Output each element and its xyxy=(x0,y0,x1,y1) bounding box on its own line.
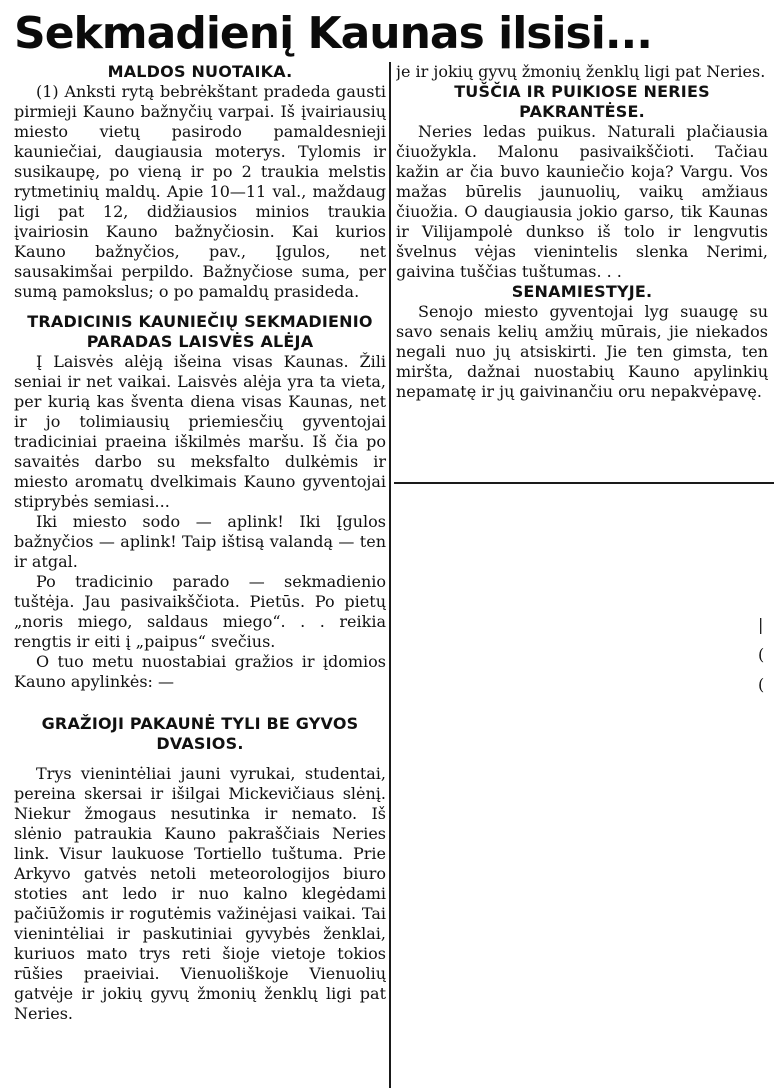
right-column xyxy=(396,62,768,492)
paragraph-neries: Neries ledas puikus. Naturali plačiausia čiuožykla. Malonu pasivaikščioti. Tačiau kažin ar čia buvo kauniečio koja? Vargu. Vos mažas būrelis jaunuolių, vaikų amžiaus čiuožia. O daugiausia jokio garso, tik Kaunas ir Vilijampolė dunkso iš tolo ir lengvutis švelnus vėjas vienintelis slenka Nerimi, gaivina tuščias tuštumas. . . xyxy=(396,122,768,281)
left-column xyxy=(14,62,386,1088)
section-title-maldos: MALDOS NUOTAIKA. xyxy=(107,62,293,81)
column-divider xyxy=(389,62,391,1088)
paragraph-maldos: (1) Anksti rytą bebrėkštant pradeda gausti pirmieji Kauno bažnyčių varpai. Iš įvairiausių miesto vietų pasirodo pamaldesnieji kauniečiai, daugiausia moterys. Tylomis ir susikaupę, po vieną ir po 2 traukia melstis rytmetinių maldų. Apie 10—11 val., maždaug ligi pat 12, didžiausios minios traukia įvairiosin Kauno bažnyčiosin. Kai kurios Kauno bažnyčios, pav., Įgulos, net sausakimšai perpildo. Bažnyčiose suma, per sumą pamokslus; o po pamaldų prasideda. xyxy=(14,82,386,301)
headline: Sekmadienį Kaunas ilsisi... xyxy=(14,8,652,59)
section-title-senamiestyje: SENAMIESTYJE. xyxy=(511,282,653,301)
paragraph-pakaune: Trys vienintėliai jauni vyrukai, studentai, pereina skersai ir išilgai Mickevičiaus slėnį. Niekur žmogaus nesutinka ir nemato. Iš slėnio patraukia Kauno pakraščiais Neries link. Visur laukuose Tortiello tuštuma. Prie Arkyvo gatvės netoli meteorologijos biuro stoties ant ledo ir nuo kalno klegėdami pačiūžomis ir rogutėmis važinėjasi vaikai. Tai vienintėliai ir paskutiniai gyvybės ženklai, kuriuos mato trys reti šioje vietoje tokios rūšies praeiviai. Vienuoliškoje Vienuolių gatvėje ir jokių gyvų žmonių ženklų ligi pat Neries. xyxy=(14,764,386,1023)
paragraph-paradas-1: Į Laisvės alėją išeina visas Kaunas. Žili seniai ir net vaikai. Laisvės alėja yra ta vieta, per kurią kas šventa diena visas Kaunas, net ir jo tolimiausių priemiesčių gyventojai tradiciniai praeina iškilmės maršu. Iš čia po savaitės darbo su meksfalto dulkėmis ir miesto aromatų dvelkimais Kauno gyventojai stiprybės semiasi... xyxy=(14,352,386,511)
paragraph-continuation: je ir jokių gyvų žmonių ženklų ligi pat Neries. xyxy=(396,62,766,81)
paragraph-senamiestyje: Senojo miesto gyventojai lyg suaugę su savo senais kelių amžių mūrais, jie niekados negali nuo jų atsiskirti. Jie ten gimsta, ten miršta, dažnai nuostabių Kauno apylinkių nepamatę ir jų gaivinančiu oru nepakvėpavę. xyxy=(396,302,768,401)
section-title-neries: TUŠČIA IR PUIKIOSE NERIES PAKRANTĖSE. xyxy=(454,82,710,121)
paragraph-paradas-3: Po tradicinio parado — sekmadienio tuštėja. Jau pasivaikščiota. Pietūs. Po pietų „noris miego, saldaus miego“. . . reikia rengtis ir eiti į „paipus“ svečius. xyxy=(14,572,386,651)
adjacent-column-fragments: | ( ( xyxy=(758,615,765,694)
paragraph-paradas-4: O tuo metu nuostabiai gražios ir įdomios Kauno apylinkės: — xyxy=(14,652,386,691)
section-title-pakaune: GRAŽIOJI PAKAUNĖ TYLI BE GYVOS DVASIOS. xyxy=(41,714,359,753)
section-title-paradas: TRADICINIS KAUNIEČIŲ SEKMADIENIO PARADAS LAISVĖS ALĖJA xyxy=(27,312,373,351)
paragraph-paradas-2: Iki miesto sodo — aplink! Iki Įgulos bažnyčios — aplink! Taip ištisą valandą — ten ir atgal. xyxy=(14,512,386,571)
